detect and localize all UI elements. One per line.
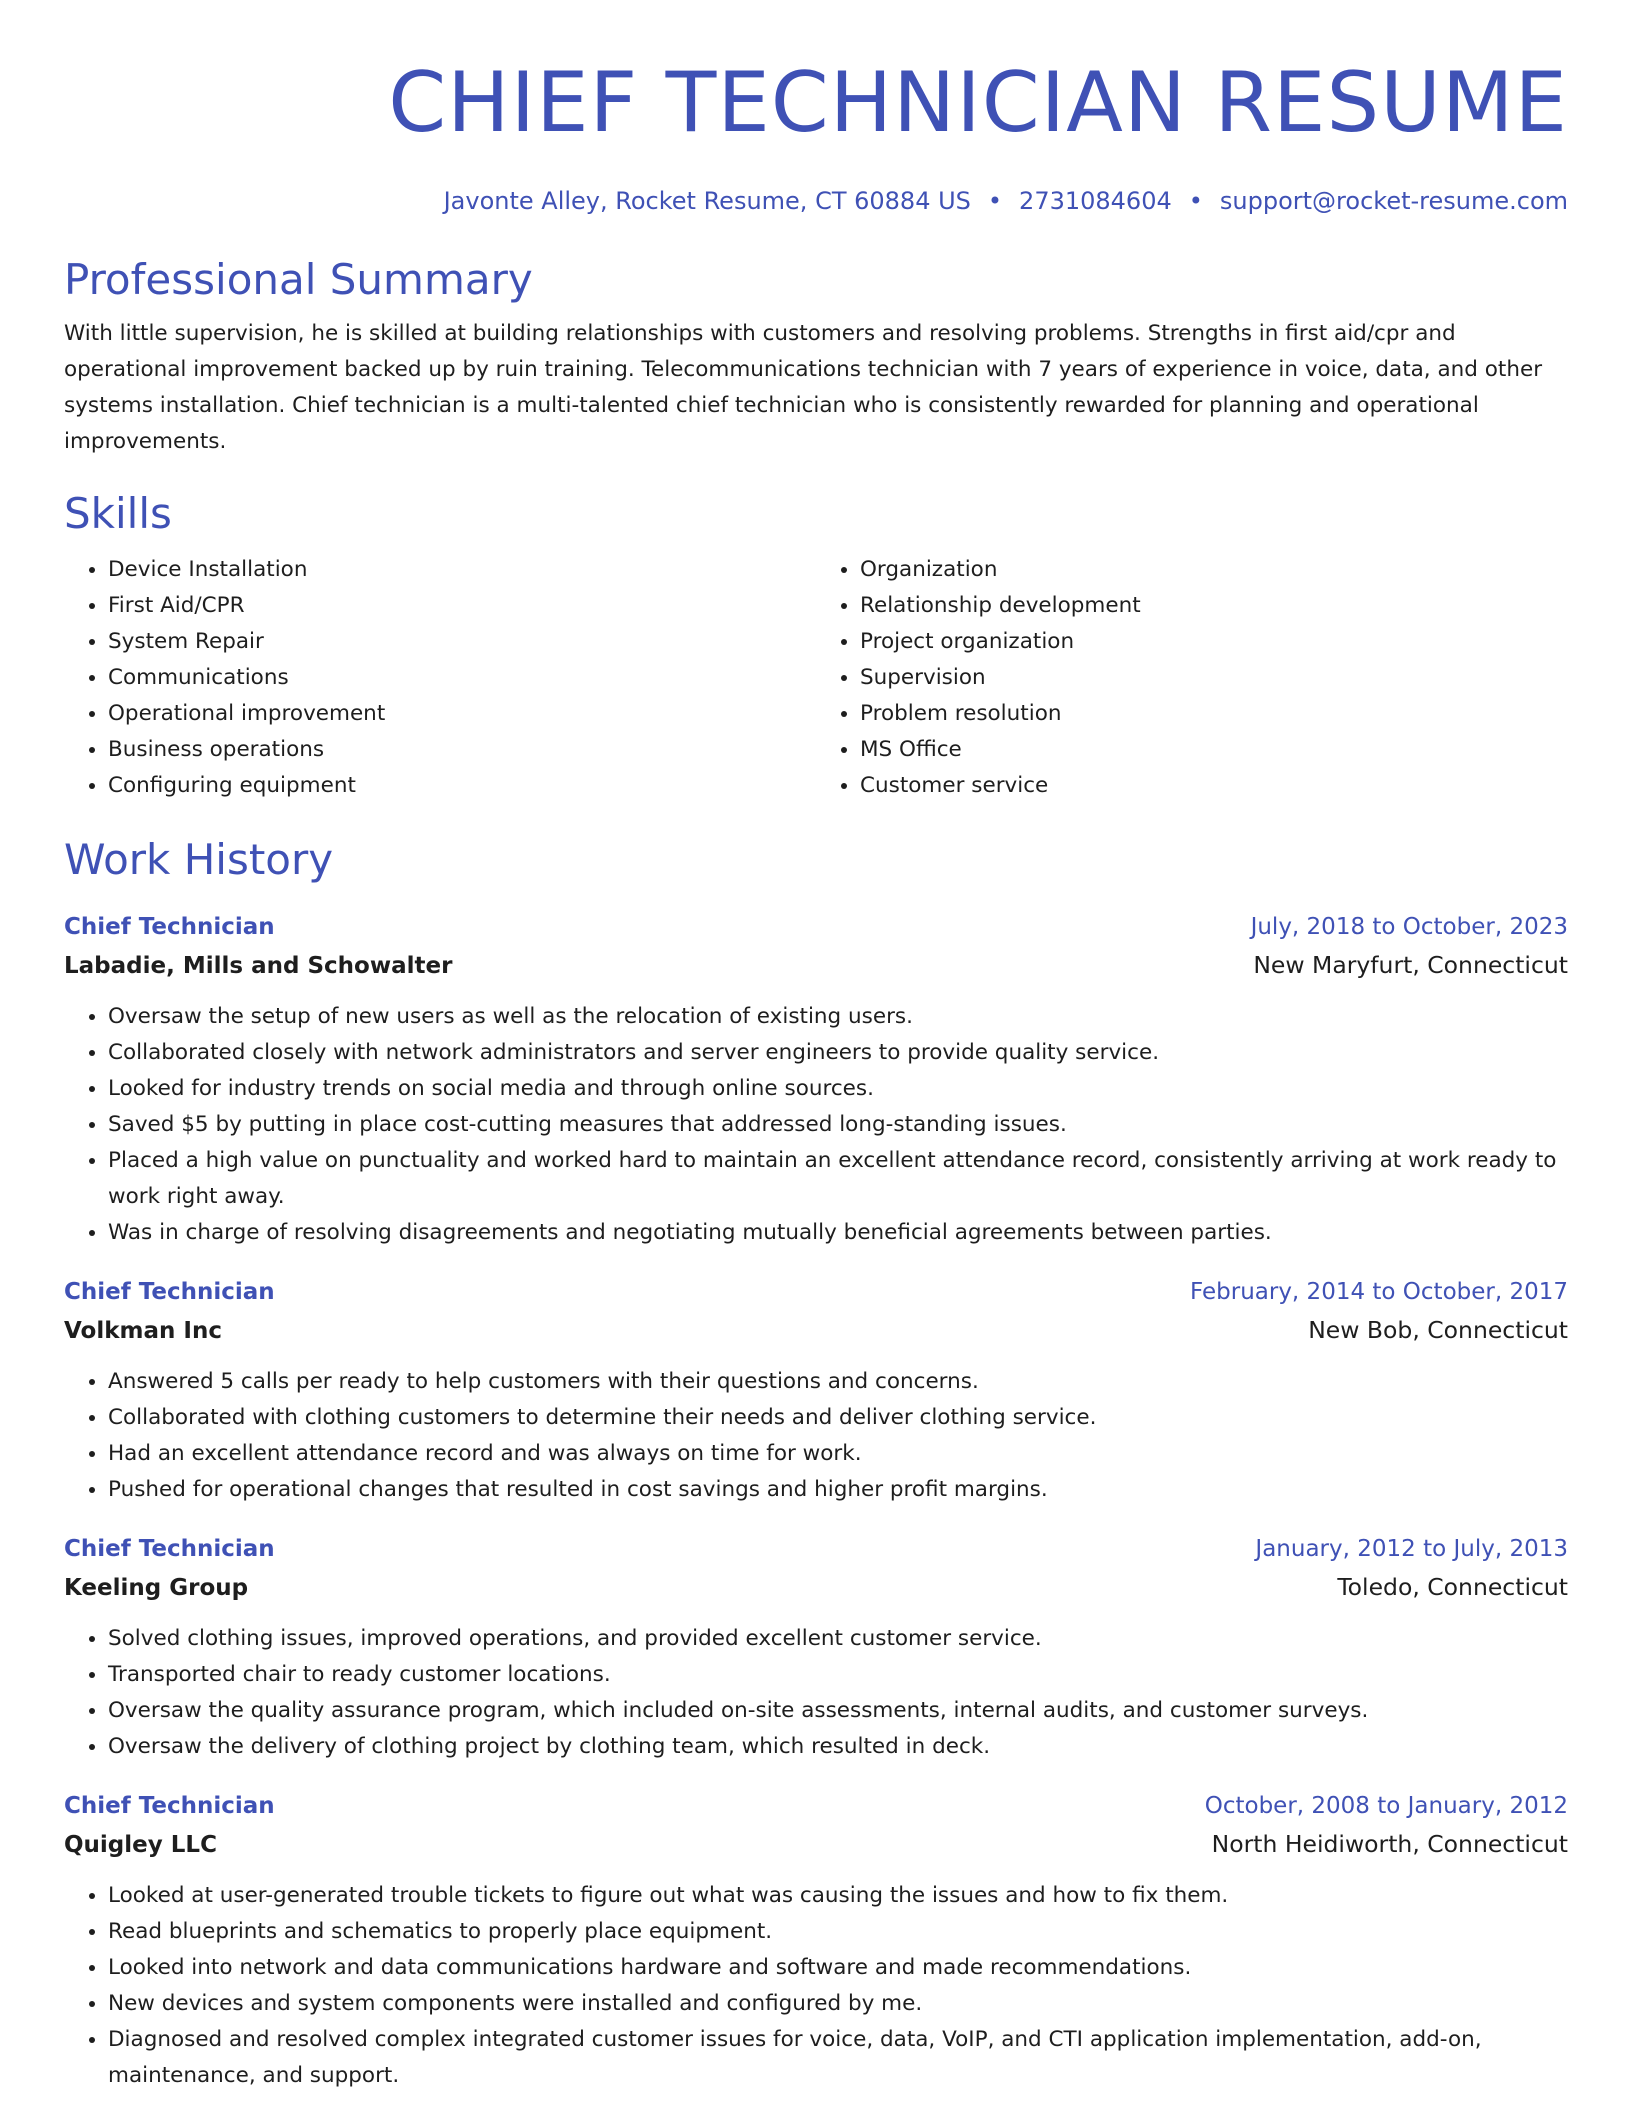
skill-item: • Problem resolution — [860, 696, 1568, 732]
job-entry — [64, 1787, 1568, 2094]
job-bullet: • Collaborated closely with network administrators and server engineers to provide quality service. — [108, 1035, 1568, 1071]
job-bullet: • Was in charge of resolving disagreements and negotiating mutually beneficial agreements between parties. — [108, 1215, 1568, 1251]
job-role: Chief Technician — [64, 914, 275, 940]
job-dates: January, 2012 to July, 2013 — [1255, 1536, 1568, 1562]
job-location: Toledo, Connecticut — [1337, 1573, 1568, 1601]
skill-item: • Supervision — [860, 660, 1568, 696]
skills-column-left — [64, 552, 816, 804]
job-bullets — [64, 999, 1568, 1251]
contact-separator: • — [987, 187, 1003, 215]
job-role: Chief Technician — [64, 1793, 275, 1819]
job-role: Chief Technician — [64, 1279, 275, 1305]
job-bullets — [64, 1364, 1568, 1508]
resume-title: CHIEF TECHNICIAN RESUME — [388, 54, 1568, 151]
skill-item: • Customer service — [860, 768, 1568, 804]
contact-line — [64, 186, 1568, 216]
job-bullet: • Looked for industry trends on social media and through online sources. — [108, 1071, 1568, 1107]
job-dates: July, 2018 to October, 2023 — [1250, 914, 1568, 940]
skill-item: • First Aid/CPR — [108, 588, 816, 624]
job-bullet: • Saved $5 by putting in place cost-cutting measures that addressed long-standing issues. — [108, 1107, 1568, 1143]
skill-item: • Device Installation — [108, 552, 816, 588]
job-bullet: • Looked into network and data communications hardware and software and made recommendations. — [108, 1950, 1568, 1986]
job-bullets — [64, 1621, 1568, 1765]
skills-heading: Skills — [64, 489, 172, 538]
job-bullet: • Pushed for operational changes that resulted in cost savings and higher profit margins. — [108, 1472, 1568, 1508]
skill-item: • Configuring equipment — [108, 768, 816, 804]
job-bullet: • Oversaw the delivery of clothing project by clothing team, which resulted in deck. — [108, 1729, 1568, 1765]
skill-item: • Organization — [860, 552, 1568, 588]
job-entry — [64, 1273, 1568, 1508]
job-bullet: • Read blueprints and schematics to properly place equipment. — [108, 1914, 1568, 1950]
skill-item: • Project organization — [860, 624, 1568, 660]
job-bullet: • Oversaw the quality assurance program, which included on-site assessments, internal audits, and customer surveys. — [108, 1693, 1568, 1729]
resume-page — [64, 0, 1568, 2094]
job-bullet: • New devices and system components were installed and configured by me. — [108, 1986, 1568, 2022]
summary-text: With little supervision, he is skilled at building relationships with customers and resolving problems. Strengths in first aid/cpr and operational improvement backed up by ruin training. Telecommunications technician with 7 years of experience in voice, data, and other systems installation. Chief technician is a multi-talented chief technician who is consistently rewarded for planning and operational improvements. — [64, 321, 1543, 454]
contact-separator: • — [1188, 187, 1203, 215]
summary-heading: Professional Summary — [64, 255, 533, 304]
contact-address: Javonte Alley, Rocket Resume, CT 60884 US — [443, 187, 971, 215]
job-location: New Maryfurt, Connecticut — [1253, 951, 1568, 979]
skills-list — [64, 552, 1568, 804]
skill-item: • MS Office — [860, 732, 1568, 768]
job-bullet: • Collaborated with clothing customers to determine their needs and deliver clothing service. — [108, 1400, 1568, 1436]
skill-item: • Communications — [108, 660, 816, 696]
job-company: Keeling Group — [64, 1575, 249, 1601]
skill-item: • Business operations — [108, 732, 816, 768]
job-company: Volkman Inc — [64, 1318, 222, 1344]
job-location: New Bob, Connecticut — [1308, 1316, 1568, 1344]
job-bullet: • Had an excellent attendance record and was always on time for work. — [108, 1436, 1568, 1472]
job-bullet: • Oversaw the setup of new users as well as the relocation of existing users. — [108, 999, 1568, 1035]
work-history-heading: Work History — [64, 835, 334, 884]
job-bullet: • Solved clothing issues, improved operations, and provided excellent customer service. — [108, 1621, 1568, 1657]
contact-email: support@rocket-resume.com — [1219, 187, 1568, 215]
skill-item: • Relationship development — [860, 588, 1568, 624]
job-bullets — [64, 1878, 1568, 2094]
job-role: Chief Technician — [64, 1536, 275, 1562]
skill-item: • System Repair — [108, 624, 816, 660]
job-location: North Heidiworth, Connecticut — [1211, 1830, 1568, 1858]
job-dates: February, 2014 to October, 2017 — [1190, 1279, 1568, 1305]
job-company: Labadie, Mills and Schowalter — [64, 953, 453, 979]
job-entry — [64, 908, 1568, 1251]
job-company: Quigley LLC — [64, 1832, 217, 1858]
job-bullet: • Transported chair to ready customer locations. — [108, 1657, 1568, 1693]
job-bullet: • Answered 5 calls per ready to help customers with their questions and concerns. — [108, 1364, 1568, 1400]
job-entry — [64, 1530, 1568, 1765]
job-bullet: • Diagnosed and resolved complex integrated customer issues for voice, data, VoIP, and CTI application implementation, add-on, maintenance, and support. — [108, 2022, 1568, 2094]
job-dates: October, 2008 to January, 2012 — [1204, 1793, 1568, 1819]
job-bullet: • Placed a high value on punctuality and worked hard to maintain an excellent attendance record, consistently arriving at work ready to work right away. — [108, 1143, 1568, 1215]
contact-phone: 2731084604 — [1019, 187, 1172, 215]
skill-item: • Operational improvement — [108, 696, 816, 732]
skills-column-right — [816, 552, 1568, 804]
job-bullet: • Looked at user-generated trouble tickets to figure out what was causing the issues and how to fix them. — [108, 1878, 1568, 1914]
